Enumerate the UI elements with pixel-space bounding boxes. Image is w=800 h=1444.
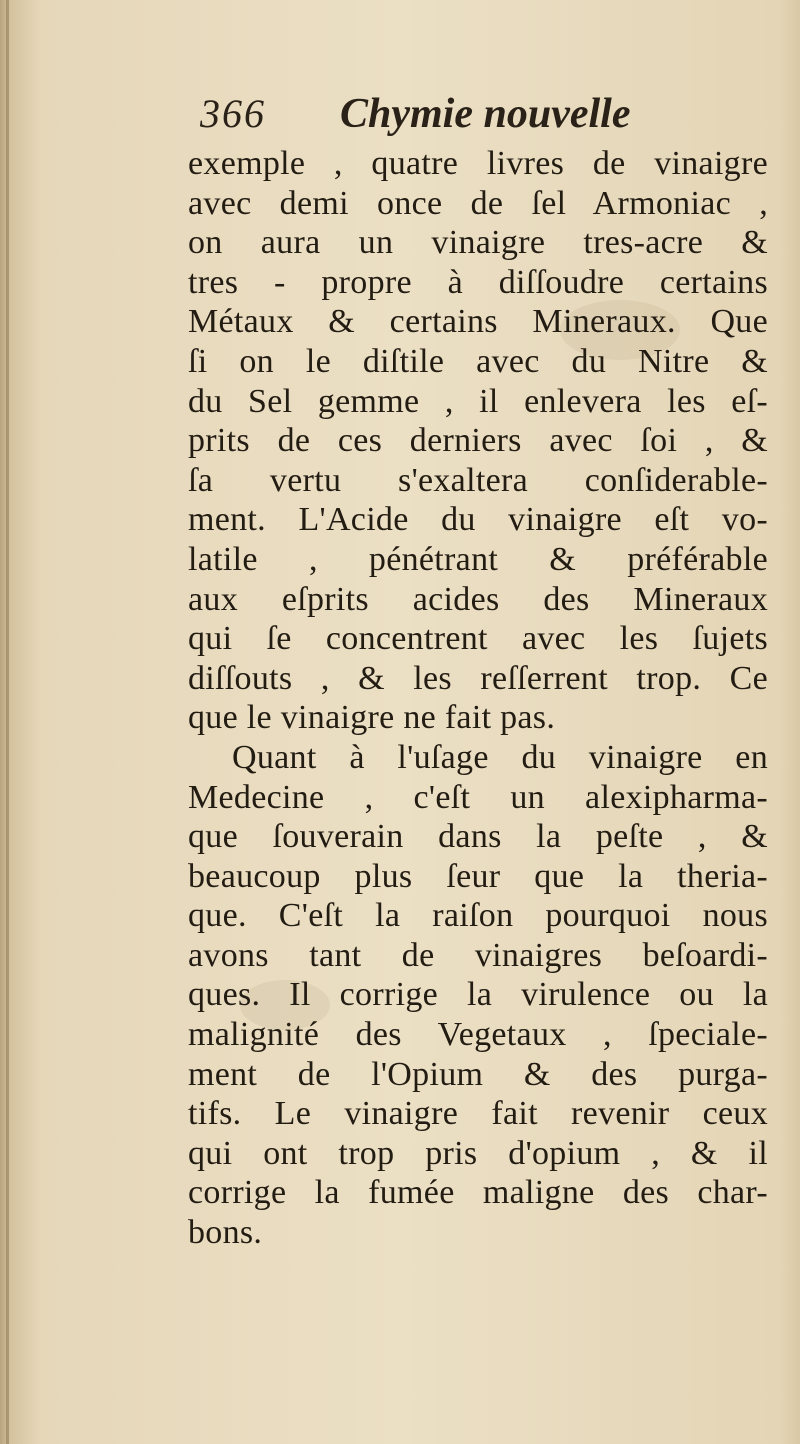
- text-line: corrige la fumée maligne des char-: [188, 1174, 768, 1212]
- text-line: Medecine , c'eſt un alexipharma-: [188, 778, 768, 816]
- text-line: tifs. Le vinaigre fait revenir ceux: [188, 1095, 768, 1133]
- page-gutter: [6, 0, 9, 1444]
- text-line: que ſouverain dans la peſte , &: [188, 818, 768, 856]
- text-line: bons.: [188, 1214, 263, 1252]
- text-line: que le vinaigre ne fait pas.: [188, 699, 556, 737]
- text-line: ſa vertu s'exaltera conſiderable-: [188, 461, 768, 499]
- text-line: diſſouts , & les reſſerrent trop. Ce: [188, 659, 768, 697]
- page-number: 366: [200, 91, 266, 136]
- text-line: on aura un vinaigre tres-acre &: [188, 224, 768, 262]
- text-line: avons tant de vinaigres beſoardi-: [188, 936, 768, 974]
- running-title: Chymie nouvelle: [340, 91, 631, 137]
- text-line: Métaux & certains Mineraux. Que: [188, 303, 768, 341]
- text-line: ment. L'Acide du vinaigre eſt vo-: [188, 501, 768, 539]
- text-line: prits de ces derniers avec ſoi , &: [188, 422, 768, 460]
- text-line: malignité des Vegetaux , ſpeciale-: [188, 1016, 768, 1054]
- text-line: ſi on le diſtile avec du Nitre &: [188, 342, 768, 380]
- text-line: ques. Il corrige la virulence ou la: [188, 976, 768, 1014]
- text-line: que. C'eſt la raiſon pourquoi nous: [188, 897, 768, 935]
- paragraph-first-line: Quant à l'uſage du vinaigre en: [232, 738, 768, 776]
- text-line: avec demi once de ſel Armoniac ,: [188, 184, 768, 222]
- text-line: latile , pénétrant & préférable: [188, 540, 768, 578]
- body-text: [188, 144, 768, 1253]
- text-line: aux eſprits acides des Mineraux: [188, 580, 768, 618]
- text-line: tres - propre à diſſoudre certains: [188, 263, 768, 301]
- text-line: exemple , quatre livres de vinaigre: [188, 145, 768, 182]
- page-header: [200, 90, 760, 150]
- text-line: qui ſe concentrent avec les ſujets: [188, 620, 768, 658]
- text-line: qui ont trop pris d'opium , & il: [188, 1134, 768, 1172]
- text-line: beaucoup plus ſeur que la theria-: [188, 857, 768, 895]
- text-line: ment de l'Opium & des purga-: [188, 1055, 768, 1093]
- text-line: du Sel gemme , il enlevera les eſ-: [188, 382, 768, 420]
